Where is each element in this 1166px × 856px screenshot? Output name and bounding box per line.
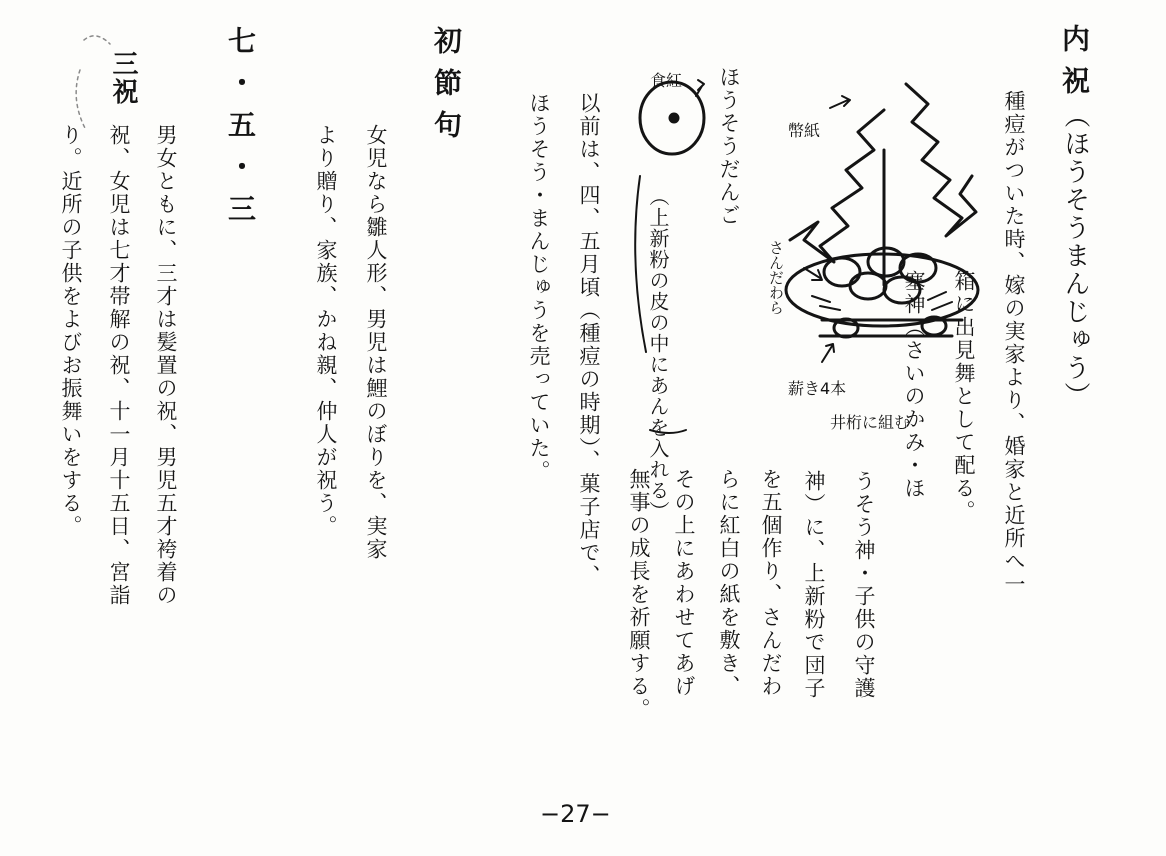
shichigosan-line-1: 男女ともに、三才は髪置の祝、男児五才袴着の [154,124,178,607]
label-sandawara: さんだわら [767,240,785,315]
gohei-arrow [830,96,850,108]
gohei-paper-right [906,84,976,236]
takigi-arrow [822,344,834,362]
label-beni: 食紅 [650,71,683,90]
beni-arrow [696,80,704,96]
shichigosan-line-2: 祝、女児は七才帯解の祝、十一月十五日、宮詣 [107,124,131,607]
margin-smudge [76,36,110,130]
uchiiwai-line-6: を五個作り、さんだわ [759,468,783,698]
sandawara-arrow [804,268,822,280]
heading-uchiiwai: 内祝 [1058,24,1091,108]
sandawara-ellipse [786,254,978,326]
uchiiwai-line-11: ほうそう・まんじゅうを売っていた。 [527,92,551,483]
shichigosan-line-3: り。近所の子供をよびお振舞いをする。 [59,124,83,538]
uchiiwai-line-3: 塞神（さいのかみ・ほ [902,270,926,500]
uchiiwai-line-1: 種痘がついた時、嫁の実家より、婚家と近所へ一 [1002,90,1026,596]
subtitle-housou-manjuu: （ほうそうまんじゅう） [1060,102,1090,410]
label-gohei: 幣紙 [788,121,821,140]
label-housou-dango: ほうそうだんご [717,66,741,227]
hatsuzekku-line-1: 女児なら雛人形、男児は鯉のぼりを、実家 [364,124,388,561]
uchiiwai-line-10: 以前は、四、五月頃（種痘の時期）、菓子店で、 [577,92,601,588]
uchiiwai-line-7: らに紅白の紙を敷き、 [717,468,741,698]
bracket-open [635,176,646,352]
uchiiwai-line-2: 箱に出見舞として配る。 [952,270,976,523]
label-takigi: 薪き4本 [788,379,847,398]
dango-ball-1 [824,258,860,286]
uchiiwai-line-5: 神）に、上新粉で団子 [802,470,826,700]
label-dango-note: （上新粉の皮の中にあんを入れる） [646,186,670,522]
dango-ball-4 [850,273,886,299]
beni-dot [670,114,678,122]
dango-ball-2 [868,248,904,276]
log-end-left [834,319,858,337]
uchiiwai-line-9: 無事の成長を祈願する。 [627,468,651,721]
heading-shichigosan: 七・五・三 [224,26,257,236]
uchiiwai-line-8: その上にあわせてあげ [672,468,696,698]
uchiiwai-line-4: うそう神・子供の守護 [852,470,876,700]
dango-ball-5 [884,277,920,303]
hatsuzekku-line-2: より贈り、家族、かね親、仲人が祝う。 [314,124,338,538]
label-igeta: 井桁に組む [830,413,911,432]
margin-note: 三祝 [108,50,138,106]
page-number: −27− [540,800,611,828]
heading-hatsuzekku: 初節句 [430,26,463,152]
